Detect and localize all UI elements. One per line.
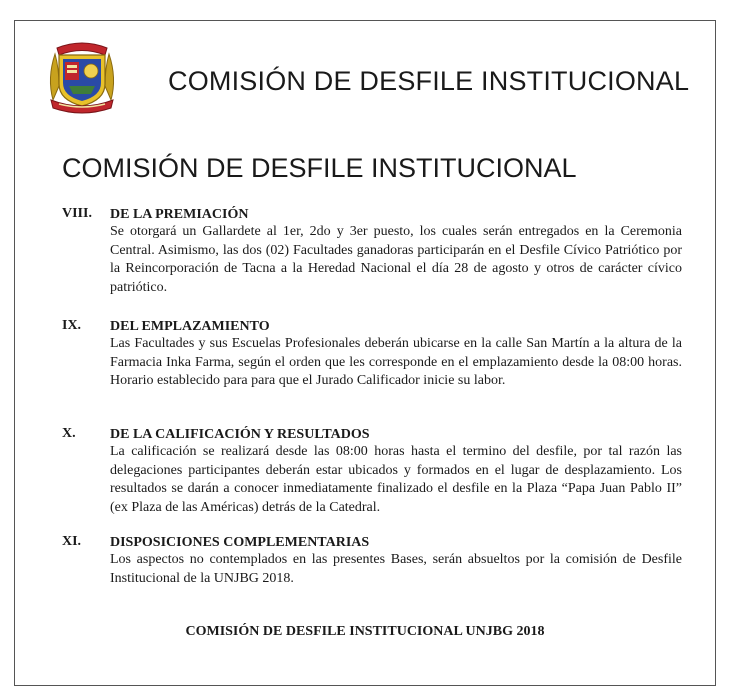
section-heading: DE LA PREMIACIÓN [110,207,249,222]
section-disposiciones [62,534,682,588]
section-number: VIII. [62,206,92,221]
section-number: XI. [62,534,82,549]
section-number: IX. [62,318,82,333]
section-text: Las Facultades y sus Escuelas Profesionales deberán ubicarse en la calle San Martín a la altura de la Farmacia Inka Farma, según el orden que les corresponde en el emplazamiento desde la 08:00 horas. Horario establecido para para que el Jurado Calificador inicie su labor. [110,336,682,388]
section-premiacion [62,206,682,297]
section-text: Se otorgará un Gallardete al 1er, 2do y 3er puesto, los cuales serán entregados en la Ceremonia Central. Asimismo, las dos (02) Facultades ganadoras participarán en el Desfile Cívico Patriótico por la Reincorporación de Tacna a la Heredad Nacional el día 28 de agosto y otros de carácter cívico patriótico. [110,224,682,295]
section-emplazamiento [62,318,682,391]
section-heading: DEL EMPLAZAMIENTO [110,319,270,334]
header-title: COMISIÓN DE DESFILE INSTITUCIONAL [168,66,690,96]
section-heading: DE LA CALIFICACIÓN Y RESULTADOS [110,427,370,442]
section-text: Los aspectos no contemplados en las presentes Bases, serán absueltos por la comisión de Desfile Institucional de la UNJBG 2018. [110,552,682,586]
section-calificacion [62,426,682,517]
section-heading: DISPOSICIONES COMPLEMENTARIAS [110,535,370,550]
section-number: X. [62,426,76,441]
page-title: COMISIÓN DE DESFILE INSTITUCIONAL [62,153,577,183]
footer-signature: COMISIÓN DE DESFILE INSTITUCIONAL UNJBG 2018 [185,624,545,639]
section-text: La calificación se realizará desde las 08:00 horas hasta el termino del desfile, por tal razón las delegaciones participantes deberán estar ubicados y formados en el lugar de desplazamiento. Los resultados se darán a conocer inmediatamente finalizado el desfile en la Plaza “Papa Juan Pablo II” (ex Plaza de las Américas) detrás de la Catedral. [110,444,682,515]
university-crest-icon [45,38,119,114]
